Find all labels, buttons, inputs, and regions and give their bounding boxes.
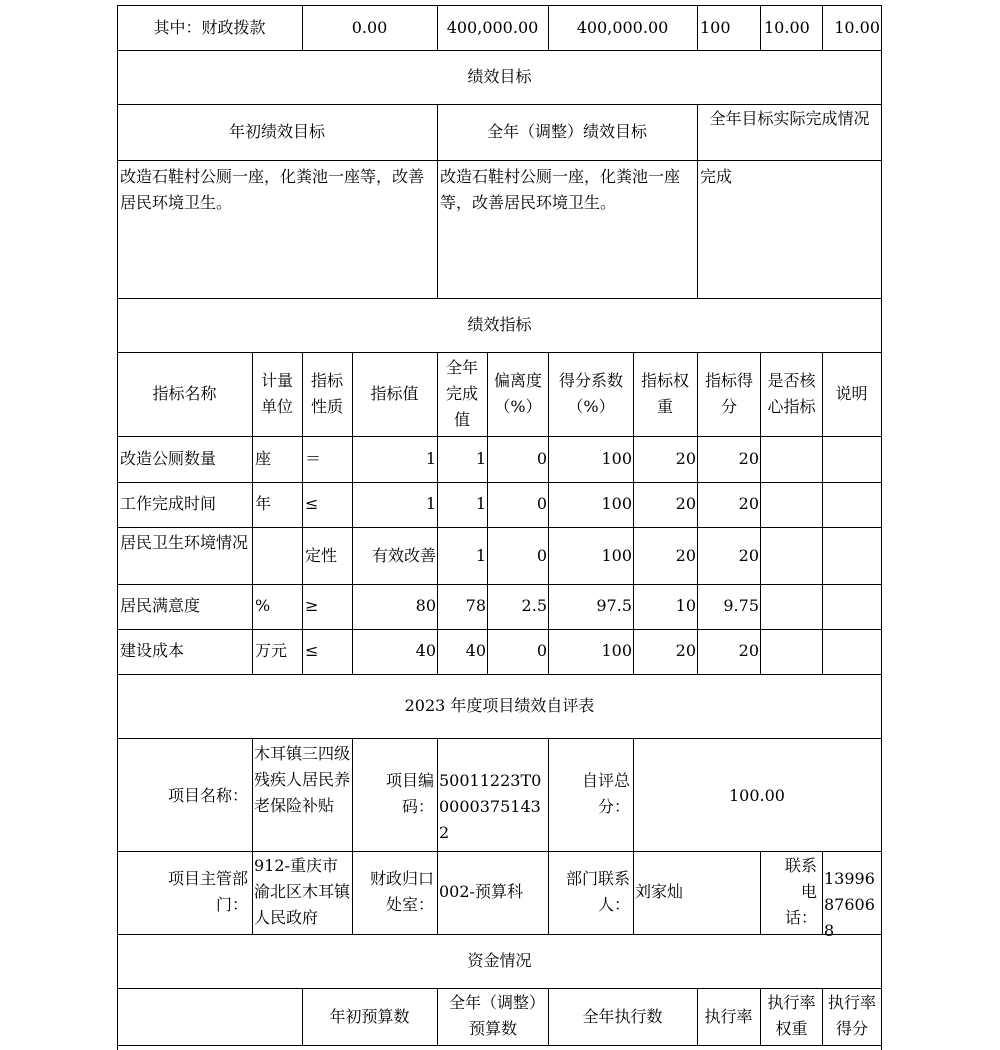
rule	[548, 738, 549, 934]
rule	[117, 934, 882, 935]
indicator-name: 居民满意度	[120, 596, 201, 615]
project-name-label: 项目名称：	[167, 786, 248, 805]
rule	[252, 738, 253, 934]
indicator-weight: 20	[675, 546, 696, 565]
indicator-unit: %	[255, 596, 271, 615]
header-note: 说明	[835, 384, 868, 403]
rule	[437, 738, 438, 934]
fiscal-row-label: 其中：财政拨款	[153, 18, 266, 37]
header-deviation: 偏离度（%）	[493, 371, 542, 416]
rule	[302, 352, 303, 674]
office-label: 财政归口处室：	[369, 869, 434, 914]
fund-header-rate: 执行率	[704, 1007, 753, 1026]
indicator-weight: 10	[675, 596, 696, 615]
indicator-done: 78	[465, 596, 486, 615]
indicator-weight: 20	[675, 449, 696, 468]
fund-header-initial: 年初预算数	[329, 1007, 410, 1026]
actual-completion-text: 完成	[700, 167, 733, 186]
indicator-unit: 年	[255, 494, 272, 513]
header-actual-value: 全年完成值	[445, 358, 478, 429]
rule	[822, 988, 823, 1045]
fund-header-adjusted: 全年（调整）预算数	[448, 993, 537, 1038]
indicator-deviation: 0	[536, 546, 547, 565]
rule	[760, 352, 761, 674]
fiscal-score: 10.00	[834, 18, 880, 37]
rule	[117, 674, 882, 675]
header-target-value: 指标值	[370, 384, 419, 403]
fiscal-initial-budget: 0.00	[351, 18, 388, 37]
dept-label: 项目主管部门：	[167, 869, 248, 914]
initial-goal-text: 改造石鞋村公厕一座，化粪池一座等，改善居民环境卫生。	[120, 167, 425, 212]
rule	[352, 738, 353, 934]
rule	[117, 482, 882, 483]
indicator-deviation: 0	[536, 494, 547, 513]
indicator-name: 工作完成时间	[120, 494, 217, 513]
phone-value: 13996876068	[824, 869, 875, 940]
rule	[760, 988, 761, 1045]
project-name-value: 木耳镇三四级残疾人居民养老保险补贴	[254, 744, 351, 815]
rule	[117, 436, 882, 437]
indicator-score: 9.75	[723, 596, 759, 615]
rule	[117, 584, 882, 585]
office-value: 002-预算科	[439, 882, 523, 901]
fiscal-weight: 10.00	[764, 18, 810, 37]
indicator-nature: 定性	[305, 546, 338, 565]
indicator-done: 1	[475, 546, 486, 565]
indicator-deviation: 2.5	[521, 596, 547, 615]
col-adjusted-goal: 全年（调整）绩效目标	[486, 122, 647, 141]
rule	[117, 50, 882, 51]
indicator-name: 改造公厕数量	[120, 449, 217, 468]
indicator-score: 20	[738, 546, 759, 565]
rule	[760, 5, 761, 50]
header-score: 指标得分	[704, 371, 753, 416]
indicator-score: 20	[738, 641, 759, 660]
self-score-value: 100.00	[729, 786, 785, 805]
form-title: 2023 年度项目绩效自评表	[404, 696, 595, 715]
rule	[117, 988, 882, 989]
indicator-value: 1	[425, 449, 436, 468]
fund-header-weight: 执行率权重	[767, 993, 816, 1038]
perf-goal-title: 绩效目标	[467, 67, 532, 86]
header-unit: 计量单位	[260, 371, 293, 416]
phone-label: 联系电话：	[784, 856, 817, 927]
indicator-done: 1	[475, 449, 486, 468]
rule	[117, 5, 882, 6]
indicator-unit: 万元	[255, 641, 288, 660]
indicator-nature: ≥	[305, 596, 319, 615]
rule	[117, 629, 882, 630]
rule	[117, 104, 882, 105]
indicator-deviation: 0	[536, 641, 547, 660]
indicator-score: 20	[738, 449, 759, 468]
rule	[117, 851, 882, 852]
indicator-nature: ≤	[305, 494, 319, 513]
indicator-title: 绩效指标	[467, 315, 532, 334]
rule	[760, 851, 761, 934]
indicator-value: 80	[415, 596, 436, 615]
rule	[697, 5, 698, 50]
header-score-coefficient: 得分系数（%）	[558, 371, 623, 416]
indicator-done: 40	[465, 641, 486, 660]
fund-title: 资金情况	[467, 951, 532, 970]
rule	[822, 851, 823, 934]
indicator-coefficient: 100	[601, 449, 632, 468]
col-actual-completion: 全年目标实际完成情况	[709, 109, 870, 128]
indicator-name: 居民卫生环境情况	[120, 533, 249, 552]
fiscal-adjusted-budget: 400,000.00	[446, 18, 539, 37]
indicator-weight: 20	[675, 494, 696, 513]
project-code-label: 项目编码：	[385, 771, 434, 816]
rule	[117, 738, 882, 739]
indicator-weight: 20	[675, 641, 696, 660]
rule	[117, 1045, 882, 1046]
dept-value: 912-重庆市渝北区木耳镇人民政府	[254, 856, 351, 927]
rule	[117, 298, 882, 299]
indicator-coefficient: 100	[601, 546, 632, 565]
indicator-value: 有效改善	[371, 546, 436, 565]
indicator-coefficient: 100	[601, 494, 632, 513]
indicator-coefficient: 97.5	[596, 596, 632, 615]
indicator-nature: ＝	[305, 449, 322, 468]
fund-header-score: 执行率得分	[827, 993, 876, 1038]
indicator-done: 1	[475, 494, 486, 513]
header-nature: 指标性质	[310, 371, 343, 416]
fund-header-executed: 全年执行数	[582, 1007, 663, 1026]
contact-value: 刘家灿	[635, 882, 684, 901]
rule	[697, 104, 698, 298]
indicator-name: 建设成本	[120, 641, 185, 660]
header-weight: 指标权重	[640, 371, 689, 416]
indicator-value: 40	[415, 641, 436, 660]
header-indicator-name: 指标名称	[152, 384, 217, 403]
rule	[633, 738, 634, 934]
adjusted-goal-text: 改造石鞋村公厕一座，化粪池一座等，改善居民环境卫生。	[440, 167, 681, 212]
self-score-label: 自评总分：	[581, 771, 630, 816]
fiscal-rate: 100	[700, 18, 731, 37]
header-core-indicator: 是否核心指标	[767, 371, 816, 416]
indicator-score: 20	[738, 494, 759, 513]
project-code-value: 50011223T000003751432	[439, 771, 542, 842]
indicator-nature: ≤	[305, 641, 319, 660]
contact-label: 部门联系人：	[565, 869, 630, 914]
indicator-deviation: 0	[536, 449, 547, 468]
rule	[117, 352, 882, 353]
col-initial-goal: 年初绩效目标	[228, 122, 325, 141]
rule	[117, 160, 882, 161]
rule	[252, 352, 253, 674]
rule	[437, 988, 438, 1045]
indicator-coefficient: 100	[601, 641, 632, 660]
fiscal-executed: 400,000.00	[576, 18, 669, 37]
indicator-unit: 座	[255, 449, 272, 468]
rule	[117, 527, 882, 528]
indicator-value: 1	[425, 494, 436, 513]
